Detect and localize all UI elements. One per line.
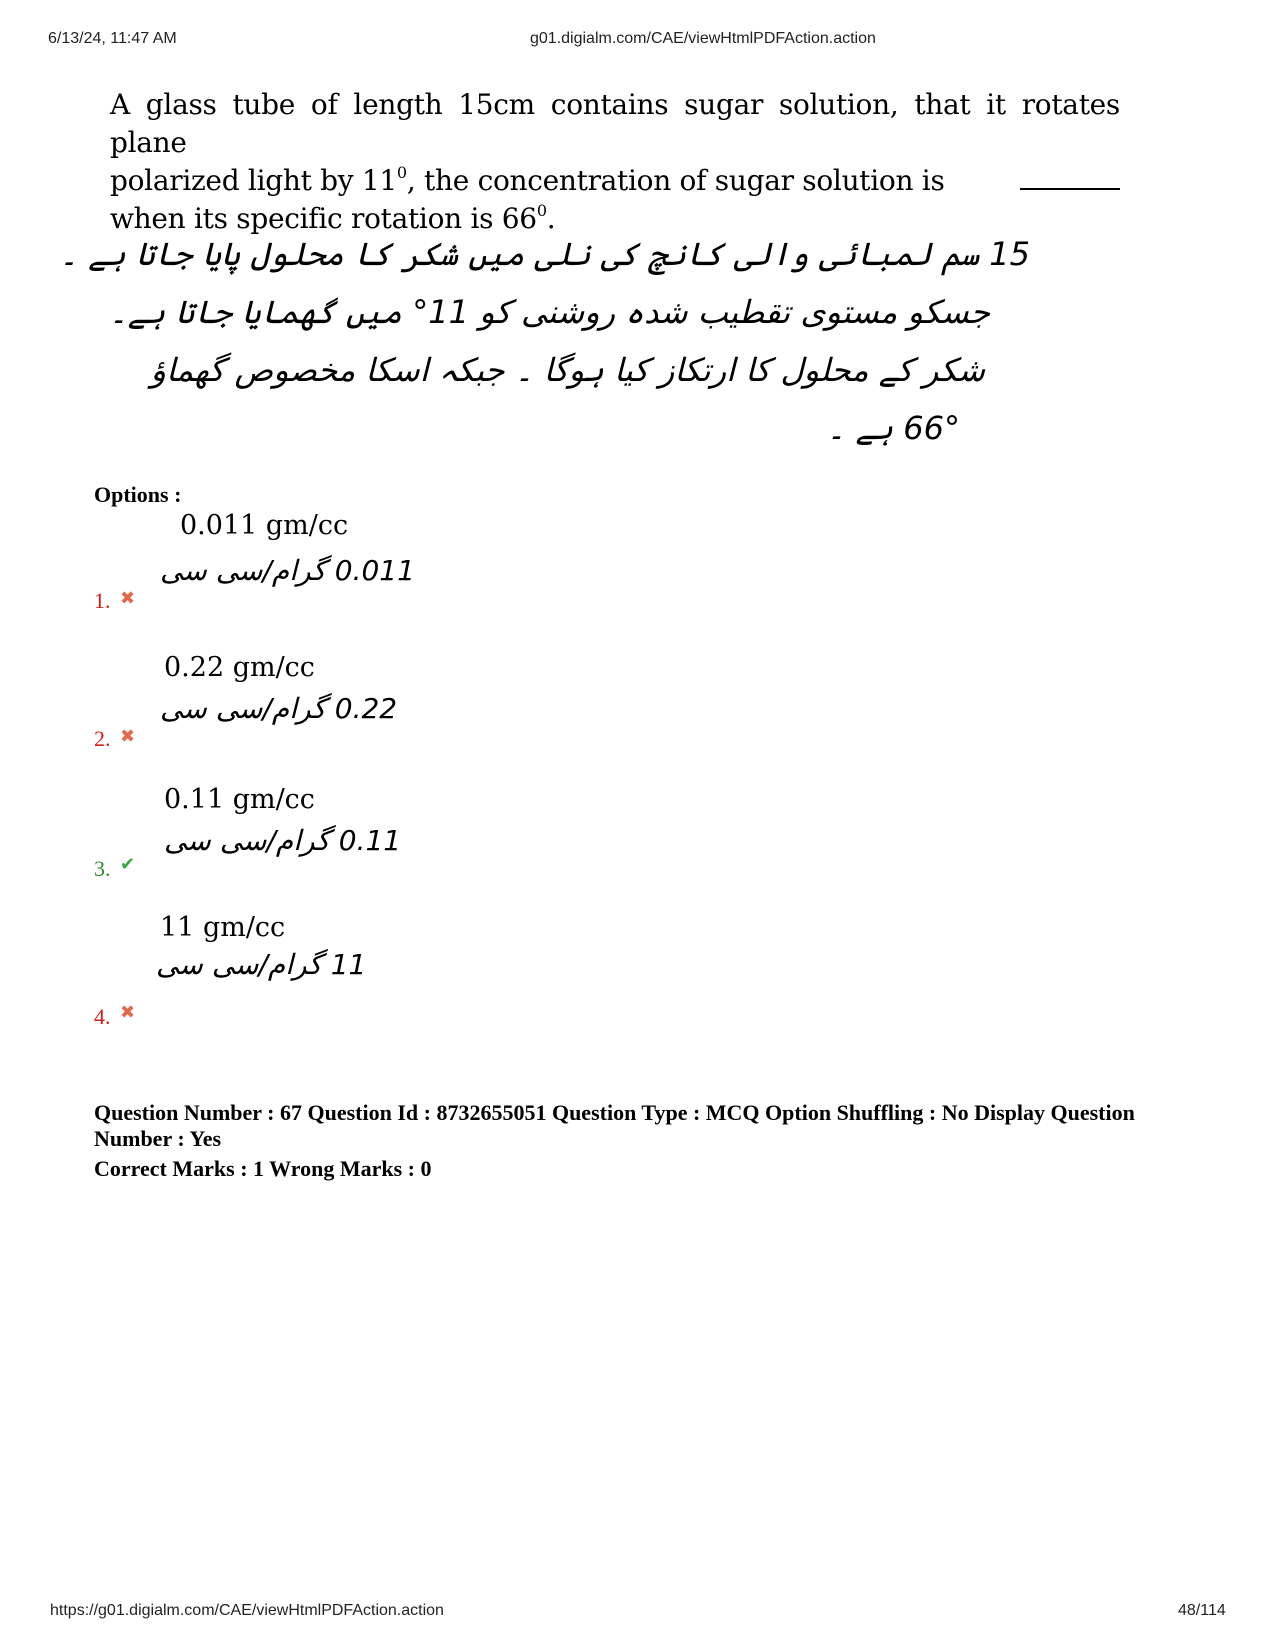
correct-check-icon: ✔ [120,854,136,875]
question-meta: Question Number : 67 Question Id : 8732655051 Question Type : MCQ Option Shuffling : No Display Question Number : Yes [94,1100,1135,1151]
option-3 [94,780,694,890]
option-4-english: 11 gm/cc [160,912,286,943]
question-text [110,86,1120,238]
option-2-english: 0.22 gm/cc [164,652,315,683]
option-4-urdu: 11 گرام/سی سی [156,948,367,981]
wrong-mark-icon: ✖ [120,588,136,609]
print-footer-url: https://g01.digialm.com/CAE/viewHtmlPDFAction.action [50,1602,444,1619]
answer-blank [1020,164,1120,190]
print-datetime: 6/13/24, 11:47 AM [48,30,177,47]
degree-sup: 0 [396,163,407,182]
option-2-number: 2. [94,726,111,751]
wrong-mark-icon: ✖ [120,726,136,747]
option-2 [94,648,694,758]
urdu-line-3: شکر کے محلول کا ارتکاز کیا ہوگا ۔ جبکہ اسکا مخصوص گھماؤ [150,351,985,389]
option-3-number: 3. [94,856,111,881]
page-number: 48/114 [1178,1602,1226,1619]
question-line-3-text: when its specific rotation is 66 [110,202,537,235]
question-urdu-text [59,225,1030,457]
option-1-number: 1. [94,588,111,613]
marks-info: Correct Marks : 1 Wrong Marks : 0 [94,1156,432,1181]
option-1 [94,508,694,618]
question-line-2-text: polarized light by 11 [110,164,397,197]
option-4 [94,912,694,1029]
option-4-number: 4. [94,1004,111,1029]
option-3-urdu: 0.11 گرام/سی سی [164,824,402,857]
option-2-urdu: 0.22 گرام/سی سی [160,692,398,725]
question-line-1: A glass tube of length 15cm contains sugar solution, that it rotates plane [110,88,1120,159]
question-line-3-end: . [546,202,556,235]
urdu-line-4: 66° ہے ۔ [826,409,960,447]
urdu-line-1: 15 سم لمبائی والی کانچ کی نلی میں شکر کا محلول پایا جاتا ہے ۔ [59,235,1030,273]
urdu-line-2: جسکو مستوی تقطیب شدہ روشنی کو 11° میں گھمایا جاتا ہے۔ [109,293,990,331]
question-line-2 [110,162,1120,200]
print-header-url: g01.digialm.com/CAE/viewHtmlPDFAction.action [530,30,876,47]
degree-sup-2: 0 [536,201,547,220]
question-line-2-rest: , the concentration of sugar solution is [406,164,945,197]
option-1-english: 0.011 gm/cc [180,510,349,541]
wrong-mark-icon: ✖ [120,1002,136,1023]
option-3-english: 0.11 gm/cc [164,784,315,815]
options-heading: Options : [94,482,182,507]
option-1-urdu: 0.011 گرام/سی سی [160,554,415,587]
